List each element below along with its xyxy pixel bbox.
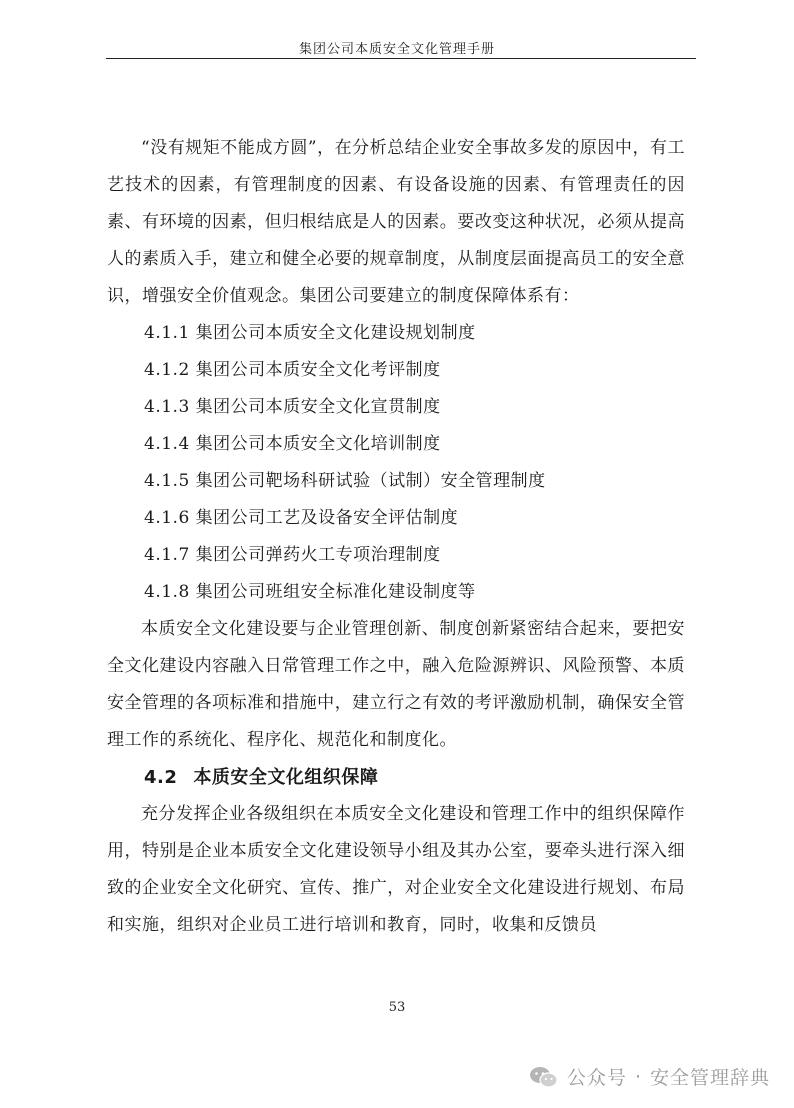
item-text: 集团公司本质安全文化考评制度	[195, 360, 441, 380]
page-body	[107, 130, 685, 944]
list-item	[107, 537, 685, 574]
section-heading	[107, 759, 685, 796]
list-item	[107, 574, 685, 611]
organization-paragraph: 充分发挥企业各级组织在本质安全文化建设和管理工作中的组织保障作用，特别是企业本质安全文化建设领导小组及其办公室，要牵头进行深入细致的企业安全文化研究、宣传、推广，对企业安全文化建设进行规划、布局和实施，组织对企业员工进行培训和教育，同时，收集和反馈员	[107, 804, 685, 935]
item-text: 集团公司弹药火工专项治理制度	[195, 545, 441, 565]
item-number: 4.1.2	[144, 360, 190, 380]
wechat-icon	[529, 1065, 559, 1089]
item-number: 4.1.4	[144, 434, 190, 454]
item-text: 集团公司本质安全文化建设规划制度	[195, 323, 476, 343]
item-number: 4.1.8	[144, 582, 190, 602]
watermark-name: 安全管理辞典	[649, 1067, 770, 1089]
item-number: 4.1.3	[144, 397, 190, 417]
list-item	[107, 463, 685, 500]
item-text: 集团公司本质安全文化宣贯制度	[195, 397, 441, 417]
item-text: 集团公司班组安全标准化建设制度等	[195, 582, 476, 602]
item-number: 4.1.7	[144, 545, 190, 565]
intro-paragraph: “没有规矩不能成方圆”，在分析总结企业安全事故多发的原因中，有工艺技术的因素，有管理制度的因素、有设备设施的因素、有管理责任的因素、有环境的因素，但归根结底是人的因素。要改变这种状况，必须从提高人的素质入手，建立和健全必要的规章制度，从制度层面提高员工的安全意识，增强安全价值观念。集团公司要建立的制度保障体系有：	[107, 138, 685, 306]
item-text: 集团公司靶场科研试验（试制）安全管理制度	[195, 471, 546, 491]
watermark-prefix: 公众号	[566, 1067, 627, 1089]
page-number: 53	[388, 1000, 406, 1015]
item-number: 4.1.1	[144, 323, 190, 343]
item-text: 集团公司工艺及设备安全评估制度	[195, 508, 459, 528]
list-item	[107, 500, 685, 537]
watermark	[529, 1063, 770, 1090]
header-rule	[106, 58, 696, 59]
system-list	[107, 315, 685, 611]
item-number: 4.1.6	[144, 508, 190, 528]
list-item	[107, 315, 685, 352]
section-title: 本质安全文化组织保障	[193, 767, 379, 788]
item-number: 4.1.5	[144, 471, 190, 491]
running-header: 集团公司本质安全文化管理手册	[298, 42, 495, 57]
section-number: 4.2	[144, 767, 178, 788]
list-item	[107, 389, 685, 426]
integration-paragraph: 本质安全文化建设要与企业管理创新、制度创新紧密结合起来，要把安全文化建设内容融入日常管理工作之中，融入危险源辨识、风险预警、本质安全管理的各项标准和措施中，建立行之有效的考评激励机制，确保安全管理工作的系统化、程序化、规范化和制度化。	[107, 619, 685, 750]
item-text: 集团公司本质安全文化培训制度	[195, 434, 441, 454]
list-item	[107, 426, 685, 463]
watermark-separator: ·	[634, 1065, 642, 1088]
list-item	[107, 352, 685, 389]
